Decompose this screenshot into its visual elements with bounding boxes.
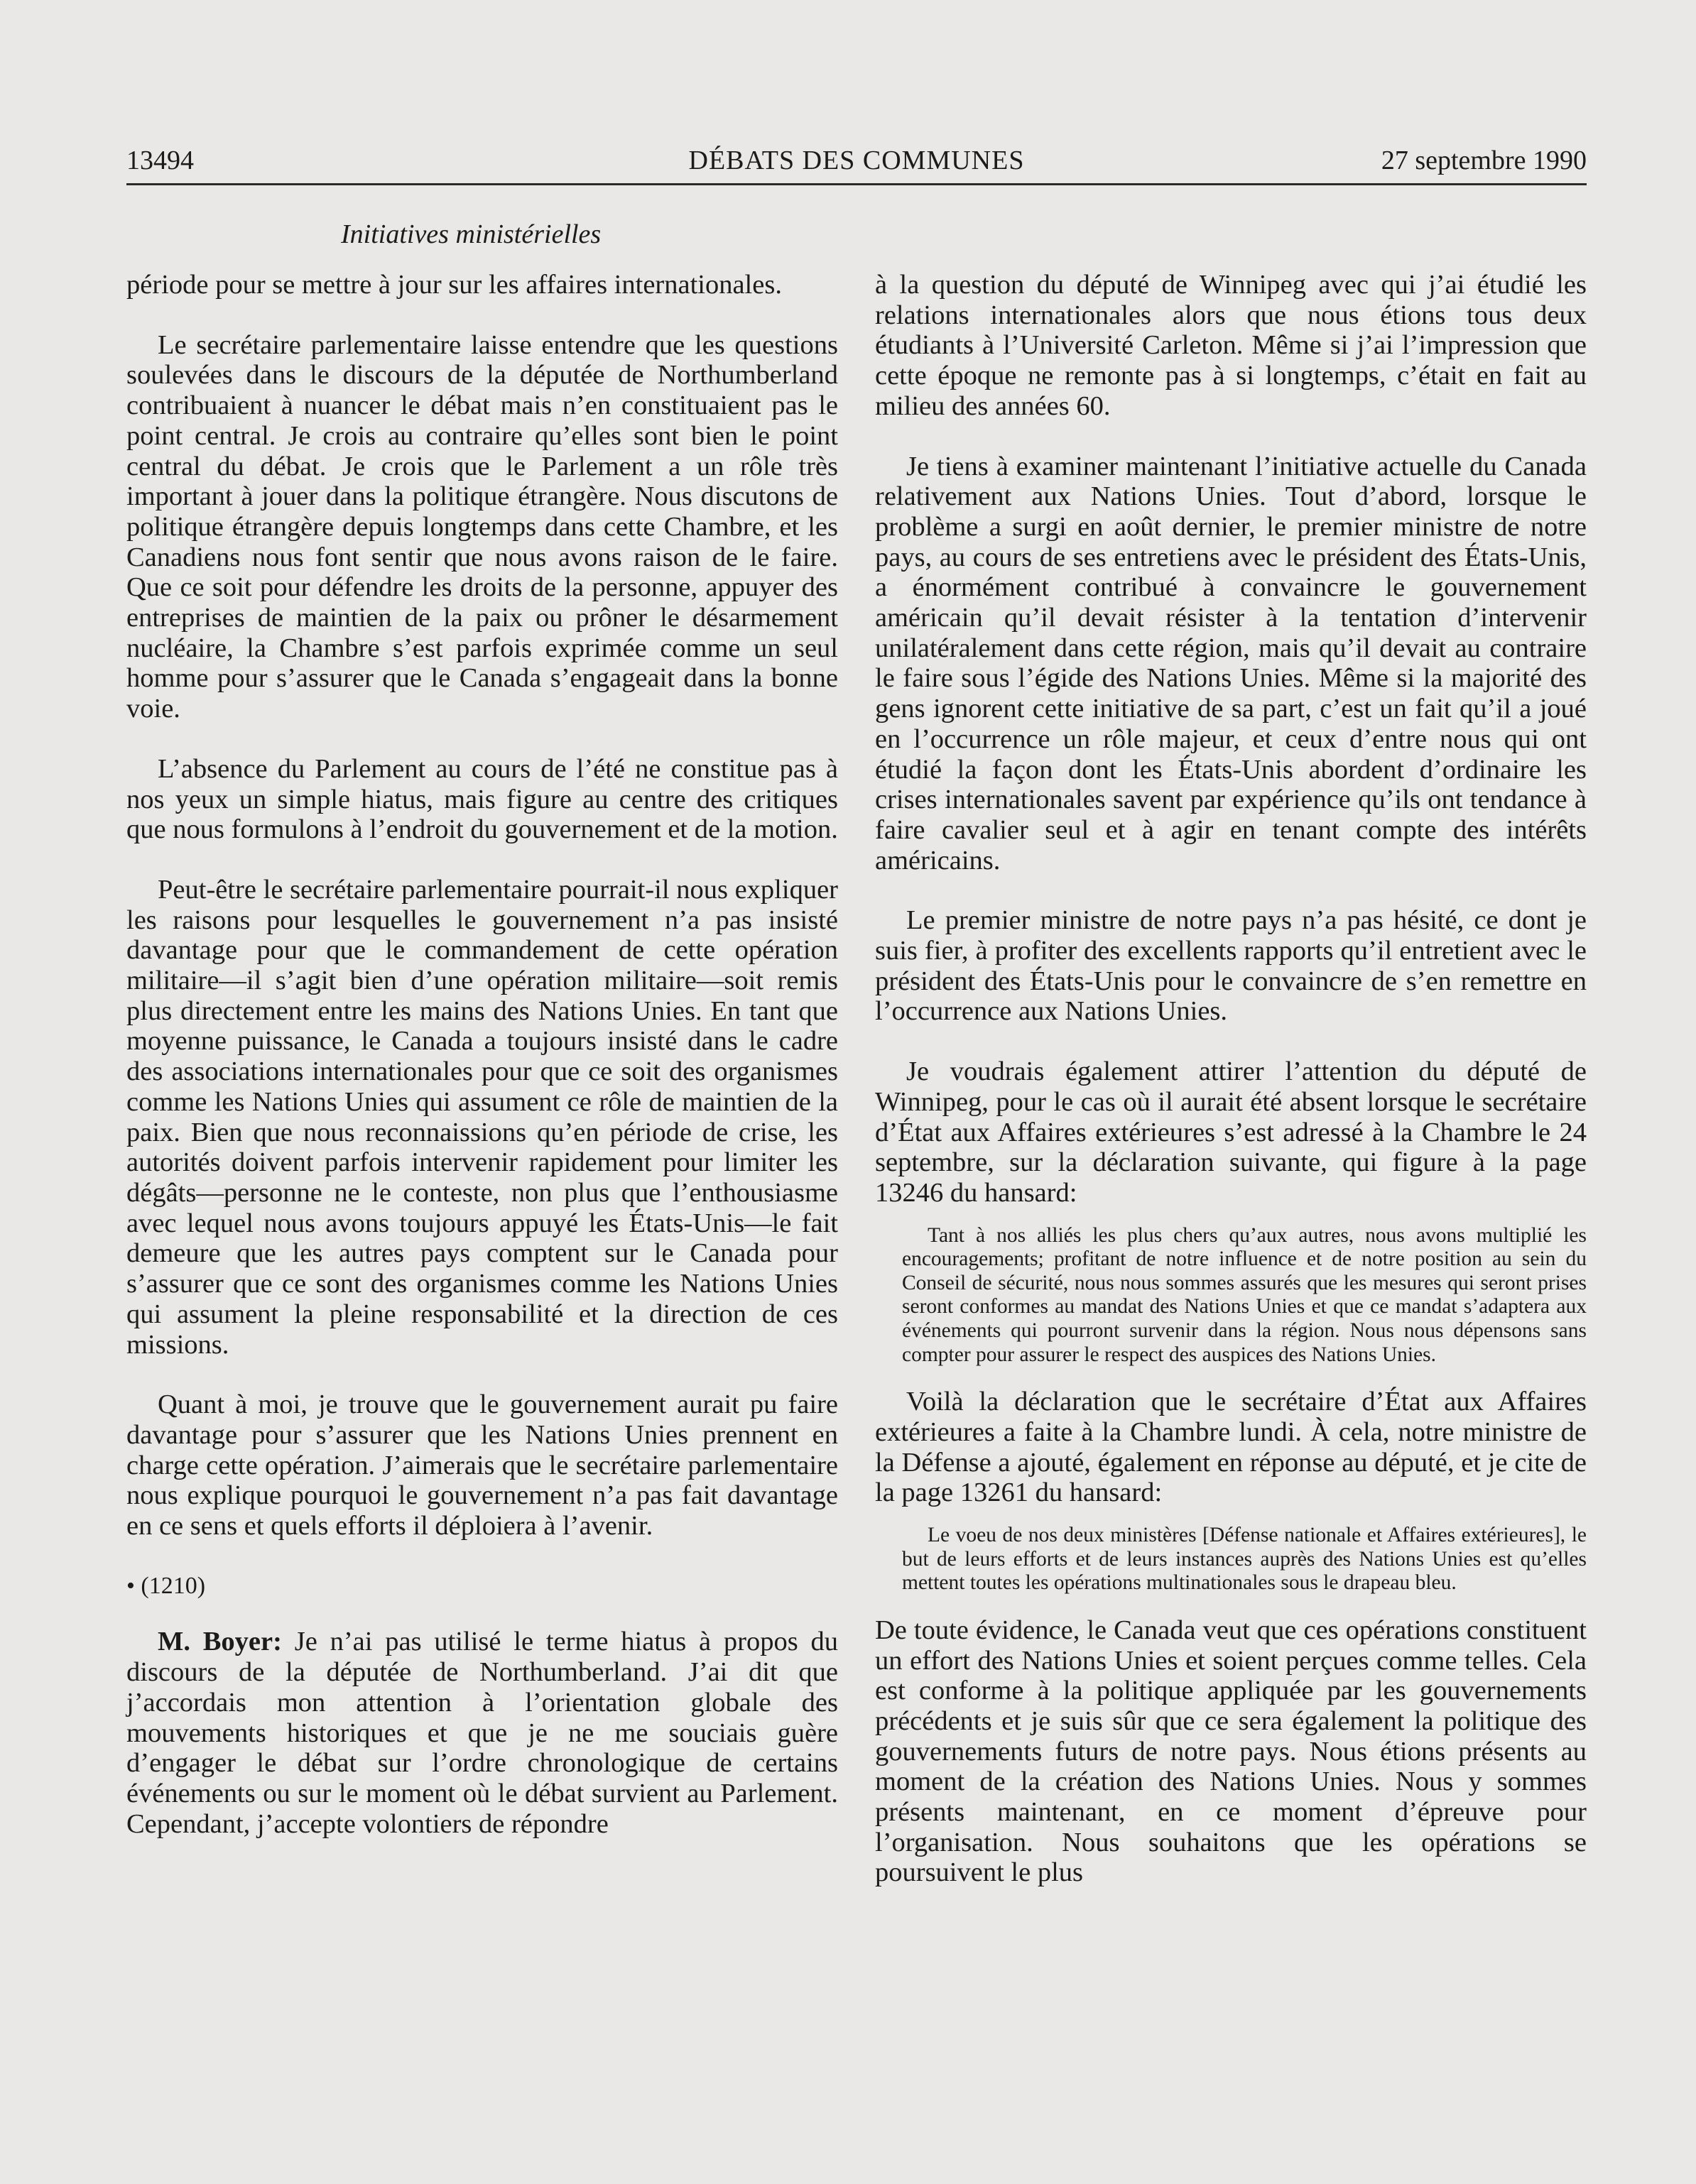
left-column — [126, 270, 838, 1869]
paragraph: période pour se mettre à jour sur les affaires internationales. — [126, 270, 782, 300]
paragraph: Quant à moi, je trouve que le gouvernement aurait pu faire davantage pour s’assurer que les Nations Unies prennent en charge cette opération. J’aimerais que le secrétaire parlementaire nous explique pourquoi le gouvernement n’a pas fait davantage en ce sens et quels efforts il déploiera à l’avenir. — [126, 1389, 838, 1541]
paragraph: Je tiens à examiner maintenant l’initiative actuelle du Canada relativement aux Nations Unies. Tout d’abord, lorsque le problème a surgi en août dernier, le premier ministre de notre pays, au cours de ses entretiens avec le président des États-Unis, a énormément contribué à convaincre le gouvernement américain qu’il devait résister à la tentation d’intervenir unilatéralement dans cette région, mais qu’il devait au contraire le faire sous l’égide des Nations Unies. Même si la majorité des gens ignorent cette initiative de sa part, c’est un fait qu’il a joué en l’occurrence un rôle majeur, et ceux d’entre nous qui ont étudié la façon dont les États-Unis abordent d’ordinaire les crises internationales savent par expérience qu’ils ont tendance à faire cavalier seul et à agir en tenant compte des intérêts américains. — [875, 451, 1587, 875]
right-column — [875, 270, 1587, 1918]
paragraph: L’absence du Parlement au cours de l’été ne constitue pas à nos yeux un simple hiatus, mais figure au centre des critiques que nous formulons à l’endroit du gouvernement et de la motion. — [126, 753, 838, 845]
time-marker: • (1210) — [126, 1572, 206, 1599]
paragraph: Je voudrais également attirer l’attention du député de Winnipeg, pour le cas où il aurait été absent lorsque le secrétaire d’État aux Affaires extérieures s’est adressé à la Chambre le 24 septembre, sur la déclaration suivante, qui figure à la page 13246 du hansard: — [875, 1056, 1587, 1208]
quote-text: Tant à nos alliés les plus chers qu’aux autres, nous avons multiplié les encouragements; profitant de notre influence et de notre position au sein du Conseil de sécurité, nous nous sommes assurés que les mesures qui seront prises seront conformes au mandat des Nations Unies et que ce mandat s’adaptera aux événements qui pourront survenir dans la région. Nous nous dépensons sans compter pour assurer le respect des auspices des Nations Unies. — [902, 1223, 1587, 1366]
paragraph: Le premier ministre de notre pays n’a pas hésité, ce dont je suis fier, à profiter des excellents rapports qu’il entretient avec le président des États-Unis pour le convaincre de s’en remettre en l’occurrence aux Nations Unies. — [875, 905, 1587, 1027]
page-header — [126, 139, 1587, 185]
speech-text: Je n’ai pas utilisé le terme hiatus à propos du discours de la députée de Northumberland. J’ai dit que j’accordais mon attention à l’orientation globale des mouvements historiques et que je ne me souciais guère d’engager le débat sur l’ordre chronologique de certains événements ou sur le moment où le débat survient au Parlement. Cependant, j’accepte volontiers de répondre — [126, 1627, 838, 1839]
quote-text: Le voeu de nos deux ministères [Défense nationale et Affaires extérieures], le but de leurs efforts et de leurs instances auprès des Nations Unies est qu’elles mettent toutes les opérations multinationales sous le drapeau bleu. — [902, 1524, 1587, 1595]
paragraph: Le secrétaire parlementaire laisse entendre que les questions soulevées dans le discours de la députée de Northumberland contribuaient à nuancer le débat mais n’en constituaient pas le point central. Je crois au contraire qu’elles sont bien le point central du débat. Je crois que le Parlement a un rôle très important à jouer dans la politique étrangère. Nous discutons de politique étrangère depuis longtemps dans cette Chambre, et les Canadiens nous font sentir que nous avons raison de le faire. Que ce soit pour défendre les droits de la personne, appuyer des entreprises de maintien de la paix ou prôner le désarmement nucléaire, la Chambre s’est parfois exprimée comme un seul homme pour s’assurer que le Canada s’engageait dans la bonne voie. — [126, 329, 838, 724]
paragraph: à la question du député de Winnipeg avec qui j’ai étudié les relations internationales alors que nous étions tous deux étudiants à l’Université Carleton. Même si j’ai l’impression que cette époque ne remonte pas à si longtemps, c’était en fait au milieu des années 60. — [875, 270, 1587, 421]
paragraph: Peut-être le secrétaire parlementaire pourrait-il nous expliquer les raisons pour lesquelles le gouvernement n’a pas insisté davantage pour que le commandement de cette opération militaire—il s’agit bien d’une opération militaire—soit remis plus directement entre les mains des Nations Unies. En tant que moyenne puissance, le Canada a toujours insisté dans le cadre des associations internationales pour que ce soit des organismes comme les Nations Unies qui assument ce rôle de maintien de la paix. Bien que nous reconnaissions qu’en période de crise, les autorités doivent parfois intervenir rapidement pour limiter les dégâts—personne ne le conteste, non plus que l’enthousiasme avec lequel nous avons toujours appuyé les États-Unis—le fait demeure que les autres pays comptent sur le Canada pour s’assurer que ce sont des organismes comme les Nations Unies qui assument la pleine responsabilité et la direction de ces missions. — [126, 874, 838, 1360]
paragraph: De toute évidence, le Canada veut que ces opérations constituent un effort des Nations Unies et soient perçues comme telles. Cela est conforme à la politique appliquée par les gouvernements précédents et je suis sûr que ce sera également la politique des gouvernements futurs de notre pays. Nous étions présents au moment de la création des Nations Unies. Nous y sommes présents maintenant, en ce moment d’épreuve pour l’organisation. Nous souhaitons que les opérations se poursuivent le plus — [875, 1615, 1587, 1888]
block-quote — [875, 1524, 1587, 1595]
speaker-paragraph — [126, 1627, 838, 1839]
paragraph: Voilà la déclaration que le secrétaire d’État aux Affaires extérieures a faite à la Chambre lundi. À cela, notre ministre de la Défense a ajouté, également en réponse au député, et je cite de la page 13261 du hansard: — [875, 1387, 1587, 1508]
speaker-name: M. Boyer: — [158, 1627, 282, 1657]
page-number: 13494 — [126, 146, 194, 175]
section-title: Initiatives ministérielles — [341, 219, 602, 249]
publication-title: DÉBATS DES COMMUNES — [688, 146, 1025, 175]
issue-date: 27 septembre 1990 — [1381, 146, 1587, 175]
block-quote — [875, 1224, 1587, 1367]
